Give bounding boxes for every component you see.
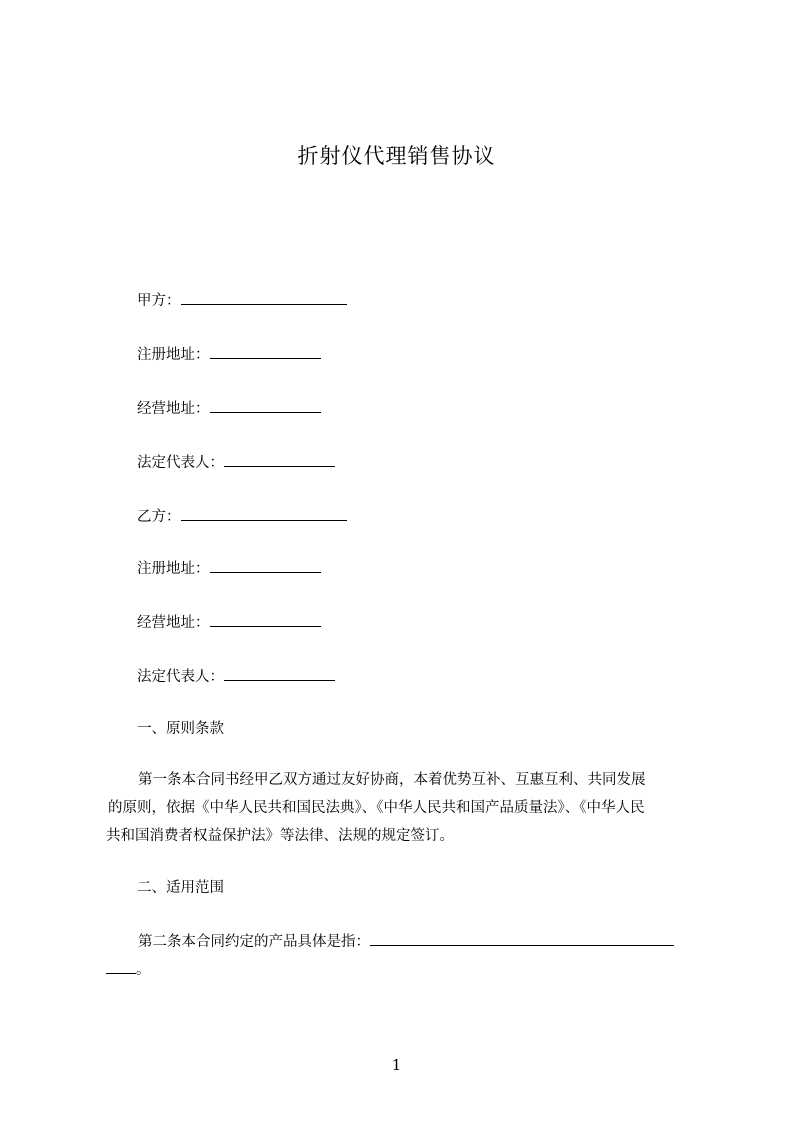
party-a-op-address-blank xyxy=(210,398,321,413)
article-2-text: 第二条本合同约定的产品具体是指： xyxy=(138,934,370,950)
article-1-line: 的原则，依据《中华人民共和国民法典》、《中华人民共和国产品质量法》、《中华人民 xyxy=(108,800,645,816)
party-b-reg-address-label: 注册地址： xyxy=(137,561,210,577)
article-2-blank xyxy=(370,931,674,946)
article-2-line xyxy=(106,956,706,984)
party-b-op-address-field xyxy=(137,612,321,634)
party-a-legal-rep-field xyxy=(137,452,335,474)
party-a-blank xyxy=(181,290,347,305)
section-heading-scope: 二、适用范围 xyxy=(137,880,224,896)
party-a-legal-rep-blank xyxy=(224,452,335,467)
article-2-end: 。 xyxy=(136,962,151,978)
party-a-reg-address-label: 注册地址： xyxy=(137,347,210,363)
party-b-legal-rep-field xyxy=(137,666,335,688)
article-1-paragraph xyxy=(106,766,706,850)
party-a-op-address-field xyxy=(137,398,321,420)
party-b-op-address-blank xyxy=(210,612,321,627)
party-a-reg-address-blank xyxy=(210,344,321,359)
party-b-legal-rep-label: 法定代表人： xyxy=(137,669,224,685)
party-b-reg-address-blank xyxy=(210,558,321,573)
party-a-op-address-label: 经营地址： xyxy=(137,401,210,417)
party-b-reg-address-field xyxy=(137,558,321,580)
article-2-line xyxy=(106,928,706,956)
party-a-reg-address-field xyxy=(137,344,321,366)
article-1-line: 共和国消费者权益保护法》等法律、法规的规定签订。 xyxy=(106,828,454,844)
party-b-op-address-label: 经营地址： xyxy=(137,615,210,631)
party-b-label: 乙方： xyxy=(137,509,181,525)
article-2-paragraph xyxy=(106,928,706,984)
party-b-field xyxy=(137,506,347,528)
article-1-line: 第一条本合同书经甲乙双方通过友好协商，本着优势互补、互惠互利、共同发展 xyxy=(138,772,646,788)
party-a-legal-rep-label: 法定代表人： xyxy=(137,455,224,471)
party-a-field xyxy=(137,290,347,312)
article-2-blank-continued xyxy=(106,959,136,974)
document-title: 折射仪代理销售协议 xyxy=(297,144,496,168)
section-heading-principles: 一、原则条款 xyxy=(137,721,224,737)
party-a-label: 甲方： xyxy=(137,293,181,309)
party-b-blank xyxy=(181,506,347,521)
party-b-legal-rep-blank xyxy=(224,666,335,681)
page-number: 1 xyxy=(391,1056,402,1074)
